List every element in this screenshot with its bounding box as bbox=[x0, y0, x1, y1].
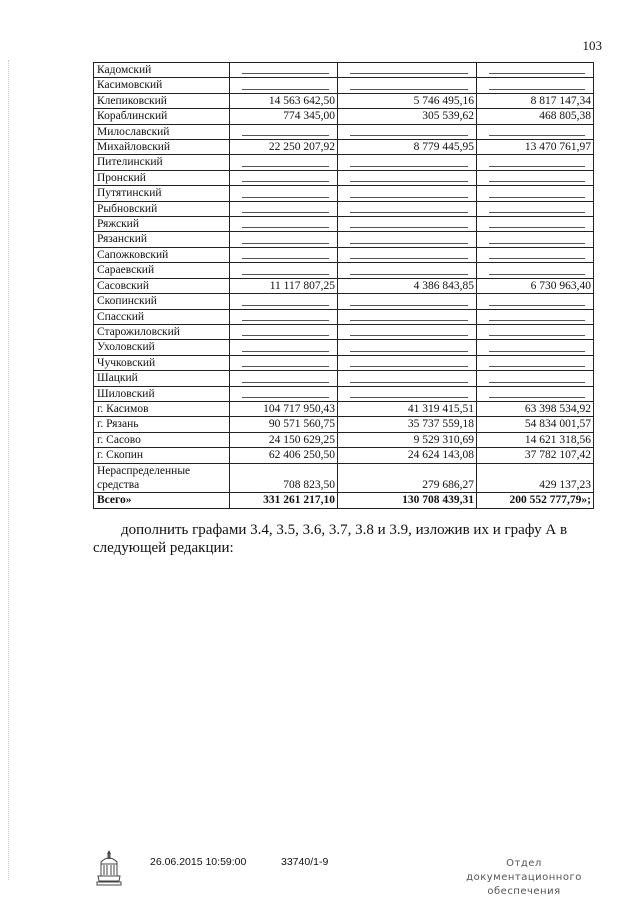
footer-department bbox=[449, 857, 599, 899]
table-row bbox=[94, 232, 594, 247]
amount-cell bbox=[477, 324, 594, 339]
amount-cell bbox=[230, 278, 338, 293]
region-name-cell bbox=[94, 63, 230, 78]
table-row bbox=[94, 371, 594, 386]
amount-cell bbox=[338, 448, 477, 463]
region-name-cell bbox=[94, 401, 230, 416]
amount-value: 5 746 495,16 bbox=[413, 94, 474, 107]
amount-value: 200 552 777,79»; bbox=[509, 494, 591, 507]
region-name-cell bbox=[94, 493, 230, 508]
region-name: Кораблинский bbox=[97, 110, 168, 123]
empty-dash bbox=[242, 335, 329, 336]
empty-dash bbox=[489, 305, 585, 306]
amount-cell bbox=[230, 371, 338, 386]
margin-line bbox=[8, 60, 9, 880]
empty-dash bbox=[489, 382, 585, 383]
region-name-cell bbox=[94, 186, 230, 201]
empty-dash bbox=[242, 166, 329, 167]
table-row bbox=[94, 263, 594, 278]
empty-dash bbox=[350, 73, 468, 74]
empty-dash bbox=[489, 243, 585, 244]
amount-cell bbox=[338, 309, 477, 324]
amount-value: 62 406 250,50 bbox=[268, 449, 335, 462]
empty-dash bbox=[350, 243, 468, 244]
empty-dash bbox=[489, 227, 585, 228]
footer-datetime: 26.06.2015 10:59:00 bbox=[150, 856, 247, 868]
empty-dash bbox=[350, 227, 468, 228]
amount-cell bbox=[338, 78, 477, 93]
region-name: Шацкий bbox=[97, 372, 138, 385]
empty-dash bbox=[489, 397, 585, 398]
region-name-cell bbox=[94, 201, 230, 216]
amount-cell bbox=[338, 124, 477, 139]
amount-cell bbox=[477, 386, 594, 401]
amendment-text: дополнить графами 3.4, 3.5, 3.6, 3.7, 3.8 и 3.9, изложив их и графу А в следующей редакции: bbox=[93, 522, 568, 556]
region-name: Ухоловский bbox=[97, 341, 155, 354]
region-name-cell bbox=[94, 432, 230, 447]
empty-dash bbox=[242, 197, 329, 198]
region-name-cell bbox=[94, 386, 230, 401]
empty-dash bbox=[489, 135, 585, 136]
region-name-cell bbox=[94, 124, 230, 139]
amount-cell bbox=[230, 417, 338, 432]
budget-table-wrapper bbox=[93, 62, 593, 509]
amount-cell bbox=[338, 93, 477, 108]
amount-cell bbox=[230, 124, 338, 139]
amount-cell bbox=[230, 448, 338, 463]
region-name: Путятинский bbox=[97, 187, 162, 200]
amount-cell bbox=[230, 93, 338, 108]
amount-value: 104 717 950,43 bbox=[263, 402, 335, 415]
region-name-cell bbox=[94, 217, 230, 232]
empty-dash bbox=[242, 73, 329, 74]
empty-dash bbox=[350, 135, 468, 136]
empty-dash bbox=[242, 89, 329, 90]
empty-dash bbox=[489, 212, 585, 213]
table-row bbox=[94, 247, 594, 262]
amount-value: 90 571 560,75 bbox=[268, 418, 335, 431]
table-row bbox=[94, 417, 594, 432]
region-name: Кадомский bbox=[97, 64, 152, 76]
amount-cell bbox=[230, 463, 338, 493]
amount-cell bbox=[477, 448, 594, 463]
region-name-cell bbox=[94, 78, 230, 93]
empty-dash bbox=[489, 181, 585, 182]
amount-value: 429 137,23 bbox=[539, 478, 591, 491]
amount-cell bbox=[338, 355, 477, 370]
table-row bbox=[94, 463, 594, 493]
empty-dash bbox=[350, 166, 468, 167]
region-name-cell bbox=[94, 93, 230, 108]
region-name-cell bbox=[94, 324, 230, 339]
footer-doc-number: 33740/1-9 bbox=[281, 856, 329, 868]
amount-cell bbox=[338, 201, 477, 216]
region-name-cell bbox=[94, 309, 230, 324]
table-row bbox=[94, 109, 594, 124]
amount-cell bbox=[477, 140, 594, 155]
amount-value: 24 624 143,08 bbox=[407, 449, 474, 462]
table-row bbox=[94, 78, 594, 93]
amount-cell bbox=[338, 324, 477, 339]
region-name-cell bbox=[94, 232, 230, 247]
page-number: 103 bbox=[582, 38, 602, 53]
empty-dash bbox=[242, 366, 329, 367]
amount-cell bbox=[477, 247, 594, 262]
amount-value: 54 834 001,57 bbox=[524, 418, 591, 431]
amount-cell bbox=[338, 463, 477, 493]
amount-value: 708 823,50 bbox=[283, 478, 335, 491]
amount-value: 279 686,27 bbox=[422, 478, 474, 491]
empty-dash bbox=[242, 212, 329, 213]
region-name: г. Сасово bbox=[97, 433, 141, 446]
amount-cell bbox=[338, 417, 477, 432]
amount-cell bbox=[230, 186, 338, 201]
region-name: Нераспределенные средства bbox=[97, 464, 191, 491]
amount-value: 468 805,38 bbox=[539, 110, 591, 123]
empty-dash bbox=[350, 335, 468, 336]
empty-dash bbox=[350, 305, 468, 306]
amount-cell bbox=[477, 155, 594, 170]
amount-cell bbox=[338, 386, 477, 401]
region-name: г. Скопин bbox=[97, 449, 144, 462]
amount-cell bbox=[230, 386, 338, 401]
amount-cell bbox=[338, 186, 477, 201]
table-row bbox=[94, 155, 594, 170]
empty-dash bbox=[350, 197, 468, 198]
table-row bbox=[94, 448, 594, 463]
amount-value: 305 539,62 bbox=[422, 110, 474, 123]
empty-dash bbox=[242, 181, 329, 182]
table-row bbox=[94, 355, 594, 370]
empty-dash bbox=[242, 320, 329, 321]
amount-cell bbox=[230, 217, 338, 232]
amount-cell bbox=[338, 217, 477, 232]
amount-cell bbox=[338, 432, 477, 447]
amount-value: 130 708 439,31 bbox=[402, 494, 474, 507]
amount-cell bbox=[338, 278, 477, 293]
amount-cell bbox=[230, 324, 338, 339]
empty-dash bbox=[489, 320, 585, 321]
region-name: Пителинский bbox=[97, 156, 163, 169]
amount-cell bbox=[230, 232, 338, 247]
empty-dash bbox=[489, 335, 585, 336]
empty-dash bbox=[242, 274, 329, 275]
amount-cell bbox=[477, 232, 594, 247]
amount-value: 8 779 445,95 bbox=[413, 141, 474, 154]
amount-cell bbox=[477, 93, 594, 108]
amount-cell bbox=[338, 170, 477, 185]
empty-dash bbox=[242, 351, 329, 352]
amount-value: 24 150 629,25 bbox=[268, 433, 335, 446]
empty-dash bbox=[489, 351, 585, 352]
region-name-cell bbox=[94, 355, 230, 370]
empty-dash bbox=[242, 258, 329, 259]
amount-value: 37 782 107,42 bbox=[524, 449, 591, 462]
empty-dash bbox=[242, 135, 329, 136]
table-row bbox=[94, 294, 594, 309]
amount-cell bbox=[338, 109, 477, 124]
empty-dash bbox=[242, 397, 329, 398]
table-row bbox=[94, 278, 594, 293]
region-name: Старожиловский bbox=[97, 325, 180, 338]
amount-cell bbox=[230, 340, 338, 355]
amount-cell bbox=[230, 201, 338, 216]
region-name-cell bbox=[94, 463, 230, 493]
region-name: Михайловский bbox=[97, 141, 171, 154]
empty-dash bbox=[489, 258, 585, 259]
table-row bbox=[94, 340, 594, 355]
region-name-cell bbox=[94, 294, 230, 309]
amount-cell bbox=[338, 493, 477, 508]
region-name-cell bbox=[94, 263, 230, 278]
region-name: г. Рязань bbox=[97, 418, 139, 431]
emblem-icon bbox=[95, 848, 123, 888]
table-row bbox=[94, 432, 594, 447]
amount-value: 14 621 318,56 bbox=[524, 433, 591, 446]
region-name-cell bbox=[94, 417, 230, 432]
amount-cell bbox=[477, 309, 594, 324]
amount-cell bbox=[477, 401, 594, 416]
empty-dash bbox=[350, 366, 468, 367]
amount-value: 9 529 310,69 bbox=[413, 433, 474, 446]
amount-cell bbox=[477, 432, 594, 447]
table-row bbox=[94, 186, 594, 201]
region-name: Рязанский bbox=[97, 233, 148, 246]
region-name: Пронский bbox=[97, 171, 146, 184]
region-name-cell bbox=[94, 448, 230, 463]
region-name: Сараевский bbox=[97, 264, 155, 277]
empty-dash bbox=[242, 382, 329, 383]
amount-cell bbox=[230, 155, 338, 170]
amount-value: 8 817 147,34 bbox=[530, 94, 591, 107]
amount-cell bbox=[477, 355, 594, 370]
amount-cell bbox=[338, 401, 477, 416]
amount-cell bbox=[477, 78, 594, 93]
region-name: Ряжский bbox=[97, 218, 139, 231]
amount-value: 14 563 642,50 bbox=[268, 94, 335, 107]
footer-department-line1: Отдел документационного bbox=[466, 858, 582, 883]
amount-value: 35 737 559,18 bbox=[407, 418, 474, 431]
empty-dash bbox=[350, 351, 468, 352]
region-name: Касимовский bbox=[97, 79, 163, 92]
amount-cell bbox=[477, 463, 594, 493]
amount-cell bbox=[230, 247, 338, 262]
amount-cell bbox=[230, 401, 338, 416]
amount-value: 63 398 534,92 bbox=[524, 402, 591, 415]
amount-cell bbox=[230, 140, 338, 155]
amount-cell bbox=[338, 263, 477, 278]
table-row bbox=[94, 93, 594, 108]
amount-cell bbox=[230, 78, 338, 93]
region-name-cell bbox=[94, 340, 230, 355]
empty-dash bbox=[350, 274, 468, 275]
amount-cell bbox=[477, 263, 594, 278]
amount-cell bbox=[338, 63, 477, 78]
region-name-cell bbox=[94, 371, 230, 386]
region-name: г. Касимов bbox=[97, 402, 149, 415]
amount-cell bbox=[477, 109, 594, 124]
amount-cell bbox=[477, 186, 594, 201]
amount-value: 11 117 807,25 bbox=[269, 279, 335, 292]
table-row bbox=[94, 217, 594, 232]
region-name-cell bbox=[94, 109, 230, 124]
table-row bbox=[94, 124, 594, 139]
amount-cell bbox=[230, 263, 338, 278]
table-row bbox=[94, 63, 594, 78]
region-name-cell bbox=[94, 278, 230, 293]
amount-cell bbox=[230, 493, 338, 508]
amount-cell bbox=[338, 371, 477, 386]
table-row bbox=[94, 324, 594, 339]
amendment-paragraph bbox=[93, 521, 595, 557]
amount-cell bbox=[477, 170, 594, 185]
amount-cell bbox=[477, 201, 594, 216]
empty-dash bbox=[489, 166, 585, 167]
footer-department-line2: обеспечения bbox=[487, 886, 561, 897]
empty-dash bbox=[489, 89, 585, 90]
empty-dash bbox=[242, 243, 329, 244]
amount-cell bbox=[477, 278, 594, 293]
amount-cell bbox=[477, 493, 594, 508]
amount-value: 13 470 761,97 bbox=[524, 141, 591, 154]
empty-dash bbox=[350, 320, 468, 321]
empty-dash bbox=[489, 197, 585, 198]
table-body bbox=[94, 63, 594, 509]
amount-value: 22 250 207,92 bbox=[268, 141, 335, 154]
empty-dash bbox=[350, 397, 468, 398]
table-row bbox=[94, 309, 594, 324]
amount-cell bbox=[338, 294, 477, 309]
amount-cell bbox=[477, 340, 594, 355]
region-name: Скопинский bbox=[97, 295, 157, 308]
region-name-cell bbox=[94, 247, 230, 262]
region-name-cell bbox=[94, 155, 230, 170]
table-row bbox=[94, 170, 594, 185]
region-name: Рыбновский bbox=[97, 202, 158, 215]
region-name: Клепиковский bbox=[97, 94, 167, 107]
amount-cell bbox=[477, 124, 594, 139]
table-row bbox=[94, 140, 594, 155]
amount-cell bbox=[230, 355, 338, 370]
region-name: Шиловский bbox=[97, 387, 155, 400]
amount-cell bbox=[230, 63, 338, 78]
region-name: Сапожковский bbox=[97, 248, 169, 261]
amount-cell bbox=[230, 294, 338, 309]
table-row bbox=[94, 386, 594, 401]
amount-cell bbox=[477, 217, 594, 232]
region-name: Всего» bbox=[97, 494, 132, 507]
empty-dash bbox=[350, 258, 468, 259]
amount-cell bbox=[477, 371, 594, 386]
amount-cell bbox=[230, 109, 338, 124]
table-total-row bbox=[94, 493, 594, 508]
table-row bbox=[94, 201, 594, 216]
empty-dash bbox=[350, 382, 468, 383]
amount-cell bbox=[338, 155, 477, 170]
region-name: Милославский bbox=[97, 125, 170, 138]
region-name: Чучковский bbox=[97, 356, 156, 369]
empty-dash bbox=[350, 89, 468, 90]
amount-cell bbox=[230, 309, 338, 324]
empty-dash bbox=[242, 305, 329, 306]
amount-cell bbox=[230, 432, 338, 447]
amount-cell bbox=[338, 140, 477, 155]
amount-cell bbox=[338, 340, 477, 355]
region-name: Сасовский bbox=[97, 279, 149, 292]
region-name: Спасский bbox=[97, 310, 145, 323]
empty-dash bbox=[350, 181, 468, 182]
amount-cell bbox=[477, 294, 594, 309]
region-name-cell bbox=[94, 170, 230, 185]
amount-cell bbox=[338, 232, 477, 247]
amount-cell bbox=[230, 170, 338, 185]
empty-dash bbox=[242, 227, 329, 228]
amount-cell bbox=[477, 63, 594, 78]
amount-value: 331 261 217,10 bbox=[263, 494, 335, 507]
amount-value: 4 386 843,85 bbox=[413, 279, 474, 292]
region-name-cell bbox=[94, 140, 230, 155]
empty-dash bbox=[489, 366, 585, 367]
amount-value: 41 319 415,51 bbox=[407, 402, 474, 415]
empty-dash bbox=[350, 212, 468, 213]
table-row bbox=[94, 401, 594, 416]
empty-dash bbox=[489, 73, 585, 74]
amount-value: 6 730 963,40 bbox=[530, 279, 591, 292]
amount-cell bbox=[338, 247, 477, 262]
empty-dash bbox=[489, 274, 585, 275]
amount-value: 774 345,00 bbox=[283, 110, 335, 123]
budget-table bbox=[93, 62, 594, 509]
amount-cell bbox=[477, 417, 594, 432]
